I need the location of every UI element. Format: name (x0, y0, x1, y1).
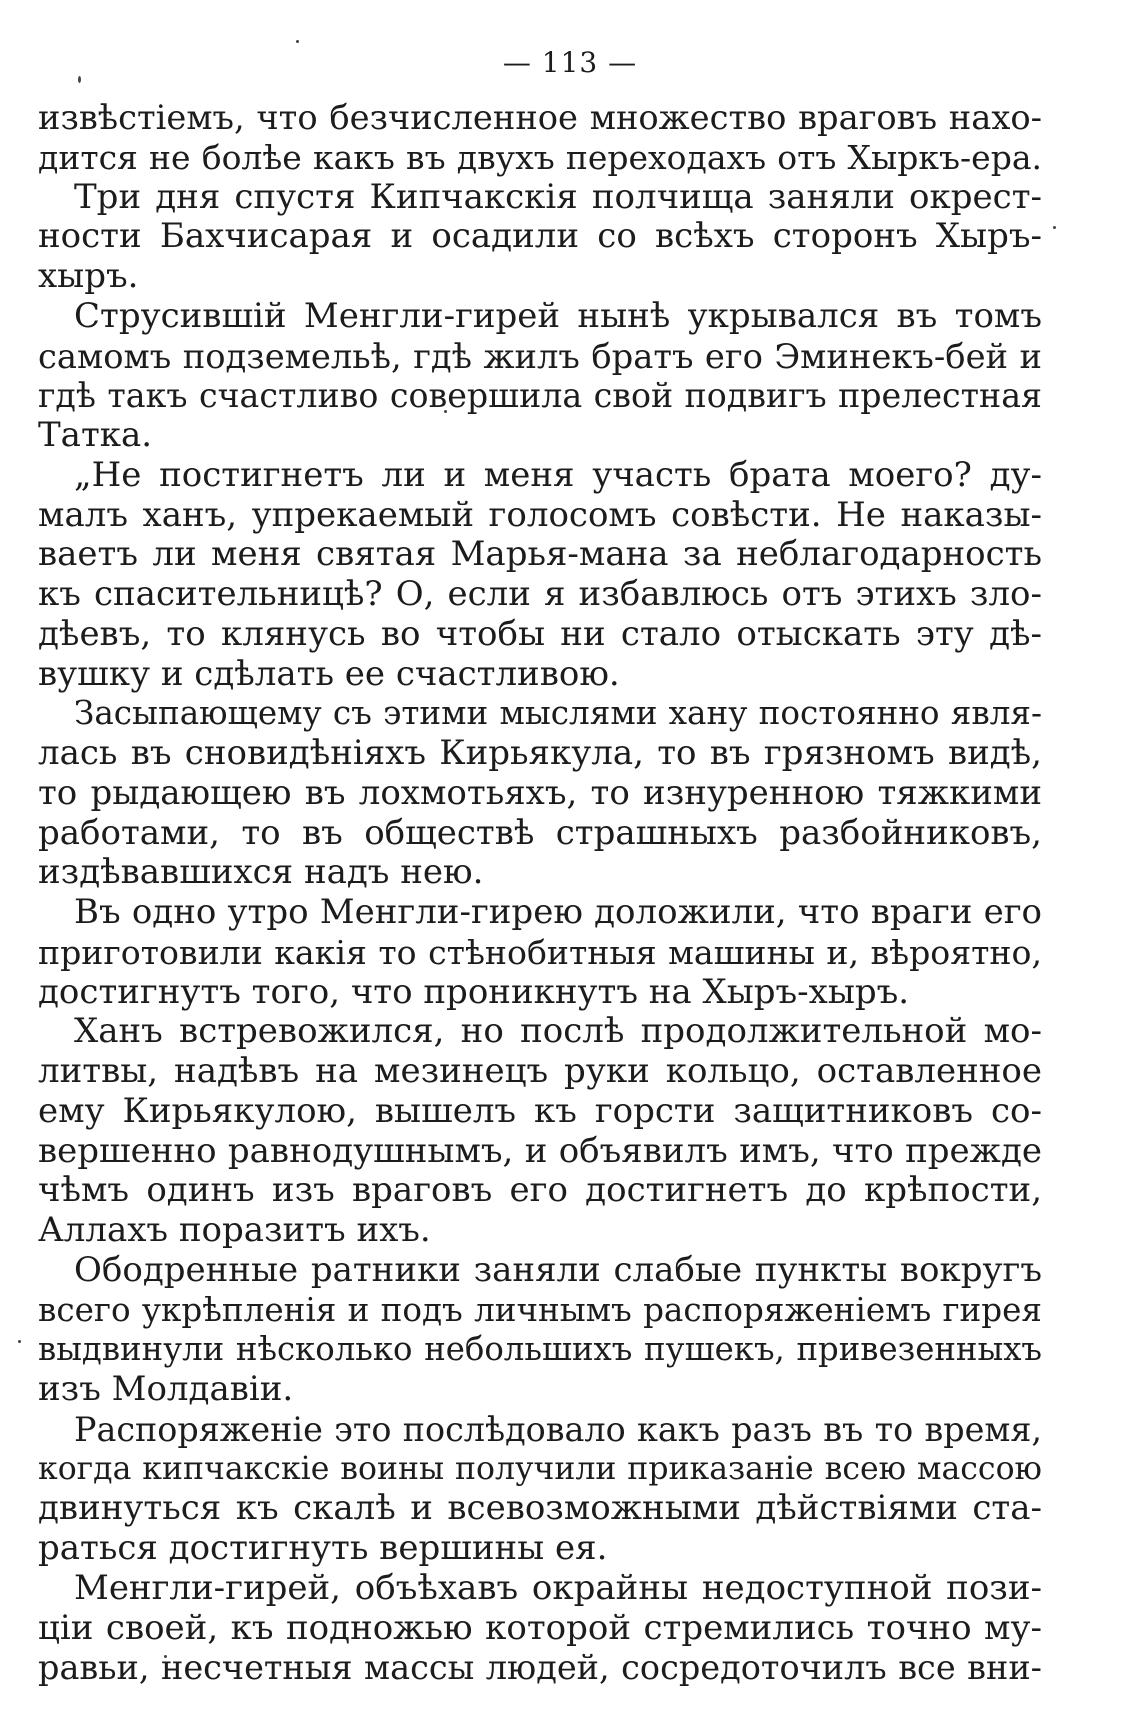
paragraph-first-line: Менгли-гирей, объѣхавъ окрайны недоступной пози- (74, 1567, 1042, 1608)
paragraph-first-line: Ханъ встревожился, но послѣ продолжительной мо- (74, 1011, 1042, 1052)
paragraph-last-line: раться достигнуть вершины ея. (38, 1528, 608, 1568)
text-line: извѣстіемъ, что безчисленное множество враговъ нахо- (38, 98, 1042, 137)
paragraph-first-line: Засыпающему съ этими мыслями хану постоянно явля- (74, 694, 1042, 733)
text-line: вершенно равнодушнымъ, и объявилъ имъ, что прежде (38, 1130, 1042, 1171)
print-speck (296, 40, 299, 43)
text-line: самомъ подземельѣ, гдѣ жилъ братъ его Эминекъ-бей и (38, 336, 1042, 376)
page-number: — 113 — (502, 46, 638, 79)
paragraph-first-line: Три дня спустя Кипчакскія полчища заняли окрест- (74, 176, 1042, 217)
text-line: ціи своей, къ подножью которой стремились точно му- (38, 1607, 1042, 1648)
paragraph-last-line: Аллахъ поразитъ ихъ. (38, 1210, 431, 1250)
paragraph-first-line: Распоряженіе это послѣдовало какъ разъ въ то время, (74, 1409, 1042, 1449)
paragraph-last-line: достигнутъ того, что проникнутъ на Хыръ-хыръ. (38, 971, 910, 1012)
text-line: всего укрѣпленія и подъ личнымъ распоряженіемъ гирея (38, 1290, 1042, 1329)
text-line: ности Бахчисарая и осадили со всѣхъ сторонъ Хыръ- (38, 216, 1042, 257)
text-line: когда кипчакскіе воины получили приказаніе всею массою (38, 1450, 1042, 1487)
text-line: равьи, несчетныя массы людей, сосредоточилъ все вни- (38, 1648, 1042, 1688)
text-line: приготовили какія то стѣнобитныя машины и, вѣроятно, (38, 932, 1042, 972)
paragraph-last-line: изъ Молдавіи. (38, 1369, 294, 1409)
text-line: то рыдающею въ лохмотьяхъ, то изнуренною тяжкими (38, 772, 1042, 813)
text-line: малъ ханъ, упрекаемый голосомъ совѣсти. Не наказы- (38, 494, 1042, 535)
text-line: дѣевъ, то клянусь во чтобы ни стало отыскать эту дѣ- (38, 613, 1042, 654)
body-text (38, 98, 1042, 1688)
text-line: чѣмъ одинъ изъ враговъ его достигнетъ до крѣпости, (38, 1170, 1042, 1211)
text-line: двинуться къ скалѣ и всевозможными дѣйствіями ста- (38, 1488, 1042, 1529)
print-speck (1053, 226, 1056, 229)
paragraph-first-line: Ободренные ратники заняли слабые пункты вокругъ (74, 1249, 1042, 1290)
text-line: дится не болѣе какъ въ двухъ переходахъ отъ Хыркъ-ера. (38, 137, 1042, 177)
text-line: къ спасительницѣ? О, если я избавлюсь отъ этихъ зло- (38, 574, 1042, 614)
text-line: выдвинули нѣсколько небольшихъ пушекъ, привезенныхъ (38, 1330, 1042, 1369)
text-line: литвы, надѣвъ на мезинецъ руки кольцо, оставленное (38, 1051, 1042, 1091)
paragraph-last-line: издѣвавшихся надъ нею. (38, 852, 484, 893)
paragraph-last-line: Татка. (38, 415, 153, 455)
paragraph-first-line: Въ одно утро Менгли-гирею доложили, что враги его (74, 892, 1042, 932)
text-line: работами, то въ обществѣ страшныхъ разбойниковъ, (38, 812, 1042, 853)
text-line: ему Кирьякулою, вышелъ къ горсти защитниковъ со- (38, 1090, 1042, 1131)
text-line: гдѣ такъ счастливо совершила свой подвигъ прелестная (38, 376, 1042, 416)
paragraph-last-line: вушку и сдѣлать ее счастливою. (38, 653, 620, 694)
text-line: лась въ сновидѣніяхъ Кирьякула, то въ грязномъ видѣ, (38, 733, 1042, 773)
text-line: ваетъ ли меня святая Марья-мана за неблагодарность (38, 534, 1042, 575)
paragraph-first-line: „Не постигнетъ ли и меня участь брата моего? ду- (74, 454, 1042, 495)
print-speck (78, 76, 81, 83)
paragraph-first-line: Струсившій Менгли-гирей нынѣ укрывался въ томъ (74, 295, 1042, 336)
paragraph-last-line: хыръ. (38, 256, 139, 296)
print-speck (18, 1340, 21, 1343)
